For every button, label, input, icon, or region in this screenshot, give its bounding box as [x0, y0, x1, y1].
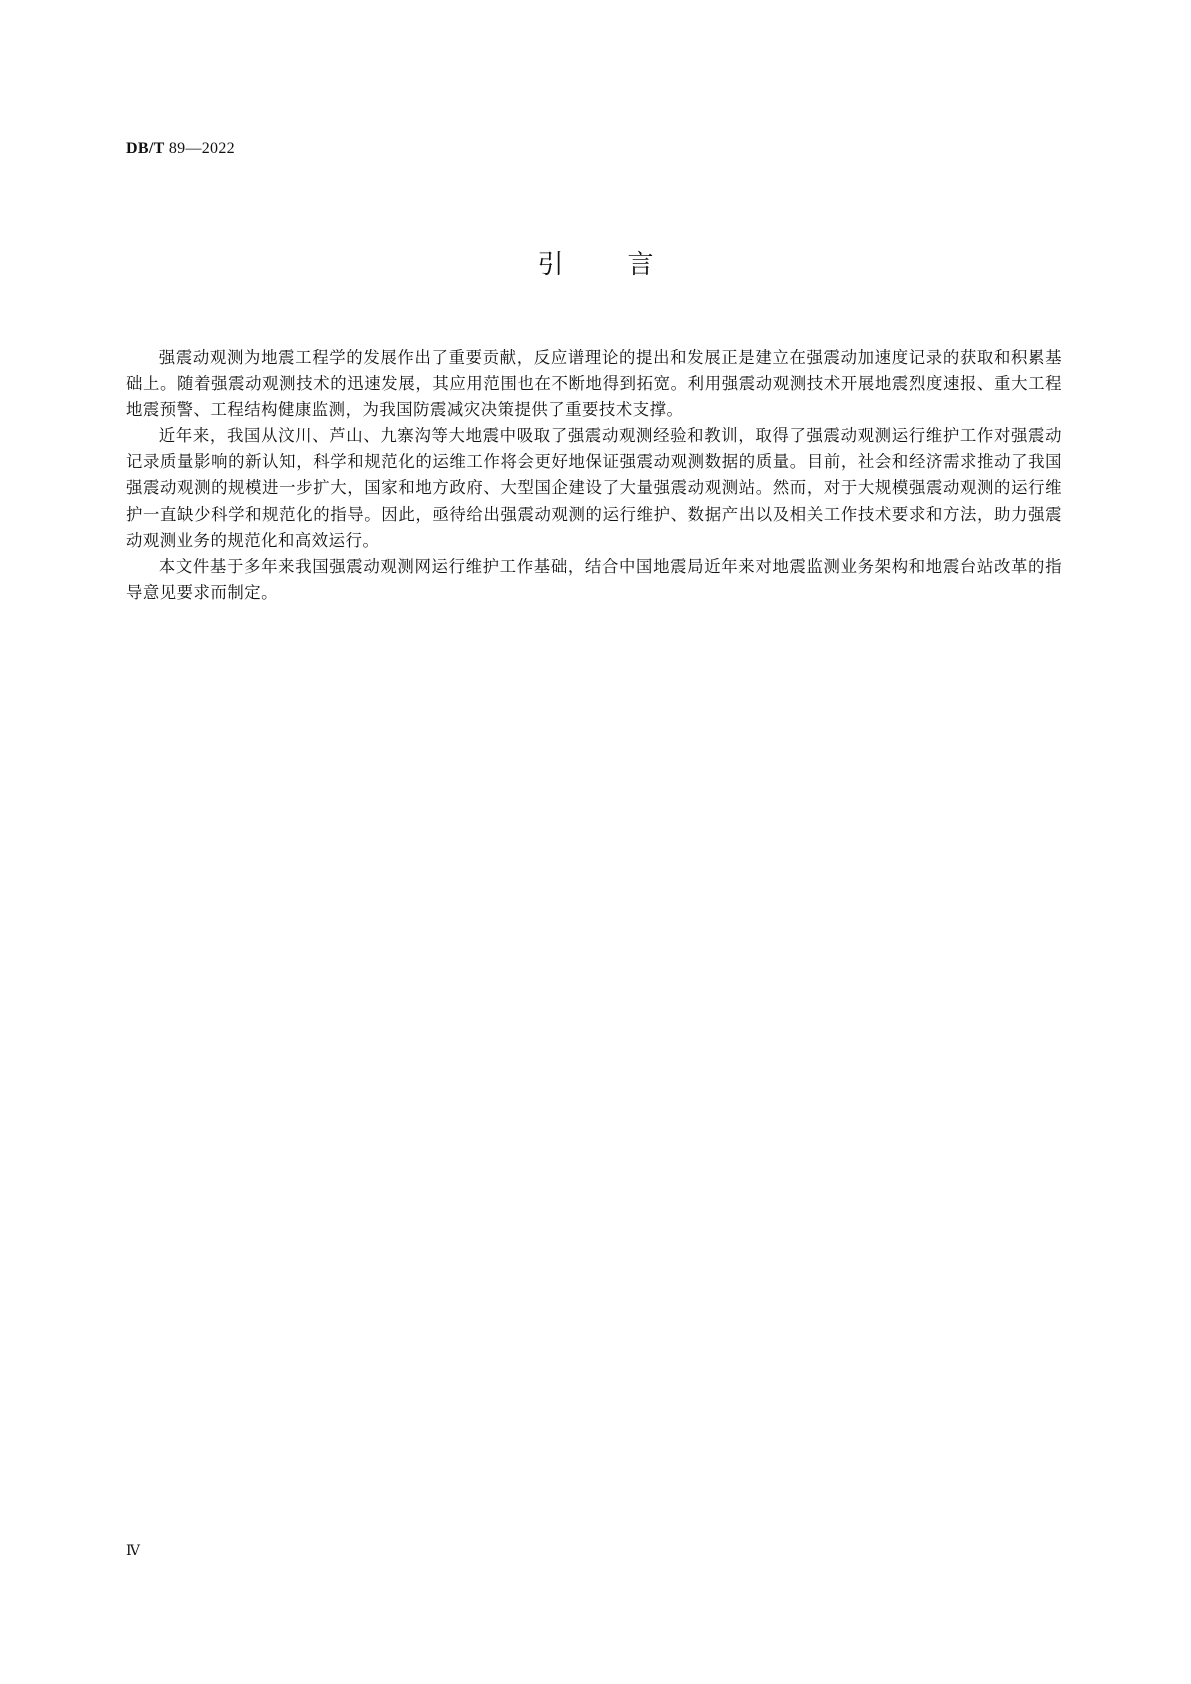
introduction-body [126, 345, 1062, 606]
document-code-number: 89—2022 [164, 140, 235, 157]
document-code [126, 140, 235, 158]
paragraph-2: 近年来，我国从汶川、芦山、九寨沟等大地震中吸取了强震动观测经验和教训，取得了强震动观测运行维护工作对强震动记录质量影响的新认知，科学和规范化的运维工作将会更好地保证强震动观测数据的质量。目前，社会和经济需求推动了我国强震动观测的规模进一步扩大，国家和地方政府、大型国企建设了大量强震动观测站。然而，对于大规模强震动观测的运行维护一直缺少科学和规范化的指导。因此，亟待给出强震动观测的运行维护、数据产出以及相关工作技术要求和方法，助力强震动观测业务的规范化和高效运行。 [126, 426, 1062, 550]
document-code-prefix: DB/T [126, 140, 165, 157]
page-number: Ⅳ [126, 1544, 140, 1559]
page-title: 引言 [537, 250, 718, 280]
paragraph-3: 本文件基于多年来我国强震动观测网运行维护工作基础，结合中国地震局近年来对地震监测业务架构和地震台站改革的指导意见要求而制定。 [126, 556, 1062, 602]
paragraph-1: 强震动观测为地震工程学的发展作出了重要贡献，反应谱理论的提出和发展正是建立在强震动加速度记录的获取和积累基础上。随着强震动观测技术的迅速发展，其应用范围也在不断地得到拓宽。利用强震动观测技术开展地震烈度速报、重大工程地震预警、工程结构健康监测，为我国防震减灾决策提供了重要技术支撑。 [126, 348, 1062, 420]
